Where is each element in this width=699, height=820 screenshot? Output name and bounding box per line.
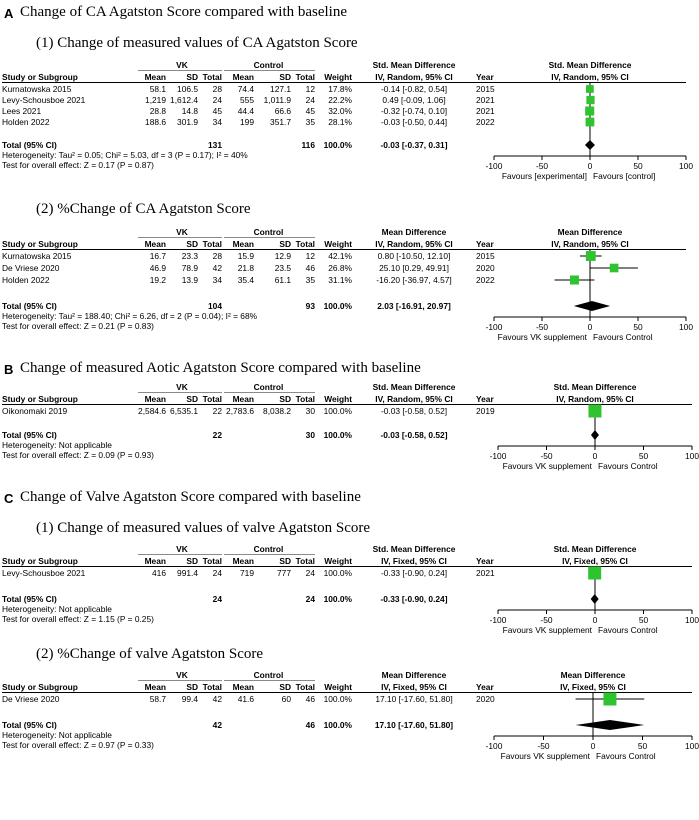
overall-effect-test: Test for overall effect: Z = 0.21 (P = 0.83) bbox=[2, 321, 154, 331]
col-study-header: Study or Subgroup bbox=[2, 394, 78, 404]
group-header-vk: VK bbox=[176, 382, 188, 392]
row-0-col-study: Levy-Schousboe 2021 bbox=[2, 568, 86, 578]
x-tick-label-1: -50 bbox=[540, 615, 553, 625]
col-vk-total-header: Total bbox=[202, 394, 222, 404]
row-0-col-year: 2021 bbox=[476, 568, 495, 578]
col-study-header: Study or Subgroup bbox=[2, 682, 78, 692]
point-estimate-2 bbox=[585, 106, 594, 115]
group-header-control: Control bbox=[253, 227, 284, 237]
col-year-header: Year bbox=[476, 682, 494, 692]
row-0-col-vk-mean: 16.7 bbox=[149, 251, 166, 261]
row-0-col-ci: -0.03 [-0.58, 0.52] bbox=[380, 406, 448, 416]
col-ci-header: IV, Random, 95% CI bbox=[375, 394, 453, 404]
favours-left-label: Favours VK supplement bbox=[500, 751, 590, 761]
row-2-col-vk-sd: 14.8 bbox=[181, 106, 198, 116]
forest-plot-c2 bbox=[0, 670, 699, 776]
pooled-diamond bbox=[591, 594, 599, 604]
heterogeneity-stat: Heterogeneity: Not applicable bbox=[2, 730, 112, 740]
point-estimate-2 bbox=[570, 275, 579, 284]
row-1-col-vk-mean: 46.9 bbox=[149, 263, 166, 273]
group-rule-vk bbox=[138, 680, 222, 681]
total-control-n: 93 bbox=[305, 301, 315, 311]
col-vk-total-header: Total bbox=[202, 682, 222, 692]
group-rule-control bbox=[224, 392, 315, 393]
row-2-col-vk-total: 34 bbox=[212, 275, 222, 285]
x-tick-label-2: 0 bbox=[587, 322, 593, 332]
total-control-n: 46 bbox=[305, 720, 315, 730]
row-1-col-study: Levy-Schousboe 2021 bbox=[2, 95, 86, 105]
x-tick-label-4: 100 bbox=[685, 741, 699, 751]
row-0-col-study: Kurnatowska 2015 bbox=[2, 251, 72, 261]
pooled-diamond bbox=[585, 140, 595, 150]
row-0-col-vk-sd: 106.5 bbox=[177, 84, 198, 94]
group-header-control: Control bbox=[253, 544, 284, 554]
row-0-col-ctl-mean: 719 bbox=[240, 568, 254, 578]
favours-left-label: Favours VK supplement bbox=[497, 332, 587, 342]
col-ctl-total-header: Total bbox=[295, 239, 315, 249]
total-weight: 100.0% bbox=[323, 720, 352, 730]
x-tick-label-0: -100 bbox=[485, 161, 503, 171]
overall-effect-test: Test for overall effect: Z = 0.17 (P = 0.87) bbox=[2, 160, 154, 170]
point-estimate-0 bbox=[603, 693, 616, 706]
col-vk-total-header: Total bbox=[202, 239, 222, 249]
group-header-vk: VK bbox=[176, 670, 188, 680]
total-ci: -0.03 [-0.58, 0.52] bbox=[380, 430, 448, 440]
row-0-col-year: 2020 bbox=[476, 694, 495, 704]
row-2-col-vk-total: 45 bbox=[212, 106, 222, 116]
col-vk-mean-header: Mean bbox=[144, 682, 166, 692]
forest-plot-c1 bbox=[0, 544, 699, 644]
row-3-col-ctl-mean: 199 bbox=[240, 117, 254, 127]
col-ctl-mean-header: Mean bbox=[232, 556, 254, 566]
favours-right-label: Favours Control bbox=[593, 332, 653, 342]
section-letter-a: A bbox=[4, 6, 14, 21]
row-1-col-vk-total: 42 bbox=[212, 263, 222, 273]
heterogeneity-stat: Heterogeneity: Tau² = 188.40; Chi² = 6.26, df = 2 (P = 0.04); I² = 68% bbox=[2, 311, 258, 321]
pooled-diamond bbox=[576, 720, 645, 730]
total-ci: 2.03 [-16.91, 20.97] bbox=[377, 301, 451, 311]
col-vk-sd-header: SD bbox=[186, 72, 198, 82]
total-label: Total (95% CI) bbox=[2, 430, 57, 440]
row-1-col-vk-sd: 78.9 bbox=[181, 263, 198, 273]
point-estimate-0 bbox=[586, 251, 596, 261]
row-1-col-year: 2021 bbox=[476, 95, 495, 105]
row-2-col-ctl-total: 45 bbox=[305, 106, 315, 116]
x-tick-label-2: 0 bbox=[592, 451, 598, 461]
x-tick-label-3: 50 bbox=[638, 615, 649, 625]
point-estimate-1 bbox=[610, 264, 619, 273]
row-2-col-study: Lees 2021 bbox=[2, 106, 42, 116]
x-tick-label-3: 50 bbox=[633, 161, 643, 171]
row-2-col-vk-mean: 28.8 bbox=[149, 106, 166, 116]
row-0-col-year: 2015 bbox=[476, 251, 495, 261]
col-ci-header: IV, Random, 95% CI bbox=[375, 72, 453, 82]
x-tick-label-0: -100 bbox=[485, 741, 503, 751]
row-0-col-vk-sd: 6,535.1 bbox=[170, 406, 198, 416]
col-weight-header: Weight bbox=[324, 682, 352, 692]
total-vk-n: 104 bbox=[208, 301, 222, 311]
plot-effect-header: Mean Difference bbox=[560, 670, 626, 680]
total-weight: 100.0% bbox=[323, 594, 352, 604]
row-2-col-vk-mean: 19.2 bbox=[149, 275, 166, 285]
row-0-col-vk-mean: 416 bbox=[152, 568, 166, 578]
row-2-col-ci: -16.20 [-36.97, 4.57] bbox=[376, 275, 452, 285]
x-tick-label-0: -100 bbox=[489, 615, 507, 625]
total-control-n: 24 bbox=[305, 594, 315, 604]
x-tick-label-2: 0 bbox=[590, 741, 596, 751]
favours-left-label: Favours VK supplement bbox=[502, 461, 592, 471]
group-header-control: Control bbox=[253, 60, 284, 70]
total-vk-n: 22 bbox=[212, 430, 222, 440]
forest-plot-a2 bbox=[0, 227, 699, 357]
col-vk-total-header: Total bbox=[202, 72, 222, 82]
total-ci: -0.33 [-0.90, 0.24] bbox=[380, 594, 448, 604]
row-0-col-year: 2015 bbox=[476, 84, 495, 94]
row-0-col-vk-total: 42 bbox=[212, 694, 222, 704]
effect-header: Std. Mean Difference bbox=[372, 544, 456, 554]
row-0-col-ctl-total: 46 bbox=[305, 694, 315, 704]
x-tick-label-2: 0 bbox=[587, 161, 593, 171]
row-3-col-ctl-total: 35 bbox=[305, 117, 315, 127]
row-0-col-vk-total: 24 bbox=[212, 568, 222, 578]
col-vk-sd-header: SD bbox=[186, 394, 198, 404]
total-control-n: 116 bbox=[301, 140, 315, 150]
total-weight: 100.0% bbox=[323, 301, 352, 311]
heterogeneity-stat: Heterogeneity: Not applicable bbox=[2, 440, 112, 450]
row-0-col-ctl-mean: 41.6 bbox=[237, 694, 254, 704]
col-vk-sd-header: SD bbox=[186, 239, 198, 249]
row-2-col-year: 2021 bbox=[476, 106, 495, 116]
heterogeneity-stat: Heterogeneity: Tau² = 0.05; Chi² = 5.03, df = 3 (P = 0.17); I² = 40% bbox=[2, 150, 248, 160]
total-weight: 100.0% bbox=[323, 140, 352, 150]
plot-method-header: IV, Random, 95% CI bbox=[551, 239, 629, 249]
col-ctl-mean-header: Mean bbox=[232, 239, 254, 249]
col-ctl-mean-header: Mean bbox=[232, 394, 254, 404]
favours-right-label: Favours [control] bbox=[593, 171, 656, 181]
plot-effect-header: Std. Mean Difference bbox=[553, 382, 637, 392]
col-ctl-mean-header: Mean bbox=[232, 72, 254, 82]
group-header-vk: VK bbox=[176, 544, 188, 554]
row-0-col-weight: 100.0% bbox=[323, 568, 352, 578]
x-tick-label-0: -100 bbox=[485, 322, 503, 332]
row-0-col-ctl-mean: 15.9 bbox=[237, 251, 254, 261]
row-0-col-ctl-mean: 74.4 bbox=[237, 84, 254, 94]
row-3-col-study: Holden 2022 bbox=[2, 117, 50, 127]
row-3-col-vk-mean: 188.6 bbox=[145, 117, 166, 127]
row-0-col-ctl-sd: 60 bbox=[281, 694, 291, 704]
row-3-col-year: 2022 bbox=[476, 117, 495, 127]
row-2-col-ctl-total: 35 bbox=[305, 275, 315, 285]
pooled-diamond bbox=[591, 430, 599, 440]
group-rule-vk bbox=[138, 392, 222, 393]
plot-method-header: IV, Fixed, 95% CI bbox=[562, 556, 628, 566]
favours-left-label: Favours VK supplement bbox=[502, 625, 592, 635]
x-tick-label-3: 50 bbox=[638, 451, 649, 461]
favours-left-label: Favours [experimental] bbox=[501, 171, 587, 181]
row-2-col-ci: -0.32 [-0.74, 0.10] bbox=[380, 106, 448, 116]
group-header-vk: VK bbox=[176, 60, 188, 70]
row-0-col-ctl-total: 30 bbox=[305, 406, 315, 416]
row-0-col-ctl-sd: 8,038.2 bbox=[263, 406, 291, 416]
forest-plot-graph bbox=[484, 60, 696, 210]
section-letter-c: C bbox=[4, 491, 14, 506]
effect-header: Mean Difference bbox=[381, 670, 447, 680]
row-0-col-ctl-sd: 777 bbox=[277, 568, 291, 578]
x-tick-label-1: -50 bbox=[535, 161, 549, 171]
group-header-vk: VK bbox=[176, 227, 188, 237]
total-label: Total (95% CI) bbox=[2, 301, 57, 311]
favours-right-label: Favours Control bbox=[596, 751, 656, 761]
row-2-col-study: Holden 2022 bbox=[2, 275, 50, 285]
col-ctl-sd-header: SD bbox=[279, 239, 291, 249]
group-rule-vk bbox=[138, 237, 222, 238]
forest-plot-b bbox=[0, 382, 699, 487]
group-rule-vk bbox=[138, 554, 222, 555]
total-label: Total (95% CI) bbox=[2, 720, 57, 730]
total-vk-n: 24 bbox=[212, 594, 222, 604]
col-ctl-total-header: Total bbox=[295, 682, 315, 692]
row-1-col-ctl-sd: 1,011.9 bbox=[263, 95, 291, 105]
favours-right-label: Favours Control bbox=[598, 461, 658, 471]
plot-effect-header: Std. Mean Difference bbox=[553, 544, 637, 554]
col-weight-header: Weight bbox=[324, 239, 352, 249]
pooled-diamond bbox=[574, 301, 610, 311]
row-0-col-study: Kurnatowska 2015 bbox=[2, 84, 72, 94]
col-study-header: Study or Subgroup bbox=[2, 239, 78, 249]
row-0-col-ci: -0.33 [-0.90, 0.24] bbox=[380, 568, 448, 578]
effect-header: Std. Mean Difference bbox=[372, 60, 456, 70]
overall-effect-test: Test for overall effect: Z = 0.09 (P = 0.93) bbox=[2, 450, 154, 460]
favours-right-label: Favours Control bbox=[598, 625, 658, 635]
row-0-col-ctl-total: 12 bbox=[305, 84, 315, 94]
row-0-col-ctl-mean: 2,783.6 bbox=[226, 406, 254, 416]
row-0-col-ci: 17.10 [-17.60, 51.80] bbox=[375, 694, 453, 704]
forest-plot-graph bbox=[488, 382, 699, 532]
group-header-control: Control bbox=[253, 382, 284, 392]
col-ci-header: IV, Fixed, 95% CI bbox=[381, 556, 447, 566]
col-ctl-total-header: Total bbox=[295, 72, 315, 82]
col-vk-mean-header: Mean bbox=[144, 239, 166, 249]
total-weight: 100.0% bbox=[323, 430, 352, 440]
col-year-header: Year bbox=[476, 72, 494, 82]
row-0-col-weight: 17.8% bbox=[328, 84, 352, 94]
row-0-col-vk-total: 22 bbox=[212, 406, 222, 416]
row-3-col-vk-total: 34 bbox=[212, 117, 222, 127]
col-vk-mean-header: Mean bbox=[144, 394, 166, 404]
point-estimate-0 bbox=[588, 567, 601, 580]
row-0-col-ctl-total: 24 bbox=[305, 568, 315, 578]
x-tick-label-1: -50 bbox=[540, 451, 553, 461]
row-0-col-ctl-sd: 127.1 bbox=[270, 84, 291, 94]
col-study-header: Study or Subgroup bbox=[2, 72, 78, 82]
row-3-col-vk-sd: 301.9 bbox=[177, 117, 198, 127]
col-weight-header: Weight bbox=[324, 556, 352, 566]
row-2-col-ctl-sd: 61.1 bbox=[274, 275, 291, 285]
col-ctl-sd-header: SD bbox=[279, 394, 291, 404]
row-1-col-vk-total: 24 bbox=[212, 95, 222, 105]
row-0-col-ci: 0.80 [-10.50, 12.10] bbox=[377, 251, 451, 261]
col-weight-header: Weight bbox=[324, 72, 352, 82]
row-1-col-ctl-total: 46 bbox=[305, 263, 315, 273]
row-1-col-weight: 26.8% bbox=[328, 263, 352, 273]
group-rule-control bbox=[224, 237, 315, 238]
row-0-col-weight: 42.1% bbox=[328, 251, 352, 261]
x-tick-label-3: 50 bbox=[633, 322, 643, 332]
forest-plot-graph bbox=[484, 670, 699, 820]
group-rule-vk bbox=[138, 70, 222, 71]
plot-title-c2: (2) %Change of valve Agatston Score bbox=[36, 646, 264, 662]
row-0-col-study: De Vriese 2020 bbox=[2, 694, 60, 704]
col-weight-header: Weight bbox=[324, 394, 352, 404]
section-title-a: Change of CA Agatston Score compared with baseline bbox=[20, 4, 348, 20]
col-vk-mean-header: Mean bbox=[144, 556, 166, 566]
group-rule-control bbox=[224, 70, 315, 71]
row-1-col-ci: 0.49 [-0.09, 1.06] bbox=[382, 95, 446, 105]
point-estimate-0 bbox=[588, 405, 601, 418]
row-0-col-vk-mean: 58.1 bbox=[149, 84, 166, 94]
x-tick-label-4: 100 bbox=[679, 161, 693, 171]
row-1-col-study: De Vriese 2020 bbox=[2, 263, 60, 273]
group-header-control: Control bbox=[253, 670, 284, 680]
plot-effect-header: Std. Mean Difference bbox=[548, 60, 632, 70]
row-2-col-vk-sd: 13.9 bbox=[181, 275, 198, 285]
plot-method-header: IV, Random, 95% CI bbox=[556, 394, 634, 404]
row-0-col-ci: -0.14 [-0.82, 0.54] bbox=[380, 84, 448, 94]
row-0-col-weight: 100.0% bbox=[323, 406, 352, 416]
row-2-col-weight: 32.0% bbox=[328, 106, 352, 116]
col-study-header: Study or Subgroup bbox=[2, 556, 78, 566]
row-2-col-ctl-sd: 66.6 bbox=[274, 106, 291, 116]
x-tick-label-1: -50 bbox=[537, 741, 550, 751]
col-ctl-total-header: Total bbox=[295, 556, 315, 566]
group-rule-control bbox=[224, 680, 315, 681]
col-ctl-sd-header: SD bbox=[279, 556, 291, 566]
col-vk-sd-header: SD bbox=[186, 682, 198, 692]
row-0-col-vk-sd: 991.4 bbox=[177, 568, 198, 578]
total-vk-n: 131 bbox=[208, 140, 222, 150]
effect-header: Mean Difference bbox=[381, 227, 447, 237]
col-year-header: Year bbox=[476, 239, 494, 249]
col-ctl-sd-header: SD bbox=[279, 72, 291, 82]
row-1-col-vk-mean: 1,219 bbox=[145, 95, 166, 105]
row-1-col-vk-sd: 1,612.4 bbox=[170, 95, 198, 105]
row-2-col-year: 2022 bbox=[476, 275, 495, 285]
plot-method-header: IV, Random, 95% CI bbox=[551, 72, 629, 82]
row-0-col-vk-total: 28 bbox=[212, 84, 222, 94]
col-ctl-mean-header: Mean bbox=[232, 682, 254, 692]
row-1-col-ctl-mean: 555 bbox=[240, 95, 254, 105]
col-year-header: Year bbox=[476, 394, 494, 404]
row-0-col-ctl-total: 12 bbox=[305, 251, 315, 261]
col-ctl-total-header: Total bbox=[295, 394, 315, 404]
col-vk-sd-header: SD bbox=[186, 556, 198, 566]
col-vk-total-header: Total bbox=[202, 556, 222, 566]
x-tick-label-2: 0 bbox=[592, 615, 598, 625]
row-0-col-vk-sd: 99.4 bbox=[181, 694, 198, 704]
point-estimate-1 bbox=[586, 96, 594, 104]
section-title-c: Change of Valve Agatston Score compared with baseline bbox=[20, 489, 361, 505]
row-3-col-weight: 28.1% bbox=[328, 117, 352, 127]
col-ci-header: IV, Random, 95% CI bbox=[375, 239, 453, 249]
row-1-col-ctl-mean: 21.8 bbox=[237, 263, 254, 273]
plot-title-c1: (1) Change of measured values of valve Agatston Score bbox=[36, 520, 371, 536]
point-estimate-3 bbox=[586, 118, 595, 127]
total-label: Total (95% CI) bbox=[2, 140, 57, 150]
row-1-col-year: 2020 bbox=[476, 263, 495, 273]
x-tick-label-4: 100 bbox=[679, 322, 693, 332]
x-tick-label-3: 50 bbox=[637, 741, 648, 751]
x-tick-label-1: -50 bbox=[535, 322, 549, 332]
total-vk-n: 42 bbox=[212, 720, 222, 730]
section-title-b: Change of measured Aotic Agatston Score compared with baseline bbox=[20, 360, 421, 376]
row-1-col-weight: 22.2% bbox=[328, 95, 352, 105]
row-0-col-vk-sd: 23.3 bbox=[181, 251, 198, 261]
x-tick-label-4: 100 bbox=[685, 451, 699, 461]
col-vk-mean-header: Mean bbox=[144, 72, 166, 82]
row-1-col-ctl-total: 24 bbox=[305, 95, 315, 105]
col-ctl-sd-header: SD bbox=[279, 682, 291, 692]
effect-header: Std. Mean Difference bbox=[372, 382, 456, 392]
plot-title-a1: (1) Change of measured values of CA Agatston Score bbox=[36, 35, 358, 51]
x-tick-label-4: 100 bbox=[685, 615, 699, 625]
row-0-col-vk-total: 28 bbox=[212, 251, 222, 261]
row-3-col-ci: -0.03 [-0.50, 0.44] bbox=[380, 117, 448, 127]
plot-effect-header: Mean Difference bbox=[557, 227, 623, 237]
total-ci: -0.03 [-0.37, 0.31] bbox=[380, 140, 448, 150]
col-year-header: Year bbox=[476, 556, 494, 566]
row-0-col-year: 2019 bbox=[476, 406, 495, 416]
row-2-col-ctl-mean: 44.4 bbox=[237, 106, 254, 116]
x-tick-label-0: -100 bbox=[489, 451, 507, 461]
section-letter-b: B bbox=[4, 362, 14, 377]
forest-plot-a1 bbox=[0, 60, 699, 195]
plot-method-header: IV, Fixed, 95% CI bbox=[560, 682, 626, 692]
row-3-col-ctl-sd: 351.7 bbox=[270, 117, 291, 127]
point-estimate-0 bbox=[586, 85, 594, 93]
overall-effect-test: Test for overall effect: Z = 0.97 (P = 0.33) bbox=[2, 740, 154, 750]
row-0-col-weight: 100.0% bbox=[323, 694, 352, 704]
plot-title-a2: (2) %Change of CA Agatston Score bbox=[36, 201, 251, 217]
heterogeneity-stat: Heterogeneity: Not applicable bbox=[2, 604, 112, 614]
row-2-col-ctl-mean: 35.4 bbox=[237, 275, 254, 285]
overall-effect-test: Test for overall effect: Z = 1.15 (P = 0.25) bbox=[2, 614, 154, 624]
row-1-col-ctl-sd: 23.5 bbox=[274, 263, 291, 273]
group-rule-control bbox=[224, 554, 315, 555]
total-label: Total (95% CI) bbox=[2, 594, 57, 604]
row-2-col-weight: 31.1% bbox=[328, 275, 352, 285]
row-0-col-study: Oikonomaki 2019 bbox=[2, 406, 68, 416]
row-0-col-vk-mean: 58.7 bbox=[149, 694, 166, 704]
forest-plot-graph bbox=[484, 227, 696, 377]
row-0-col-ctl-sd: 12.9 bbox=[274, 251, 291, 261]
total-control-n: 30 bbox=[305, 430, 315, 440]
col-ci-header: IV, Fixed, 95% CI bbox=[381, 682, 447, 692]
total-ci: 17.10 [-17.60, 51.80] bbox=[374, 720, 454, 730]
row-1-col-ci: 25.10 [0.29, 49.91] bbox=[379, 263, 449, 273]
row-0-col-vk-mean: 2,584.6 bbox=[138, 406, 166, 416]
